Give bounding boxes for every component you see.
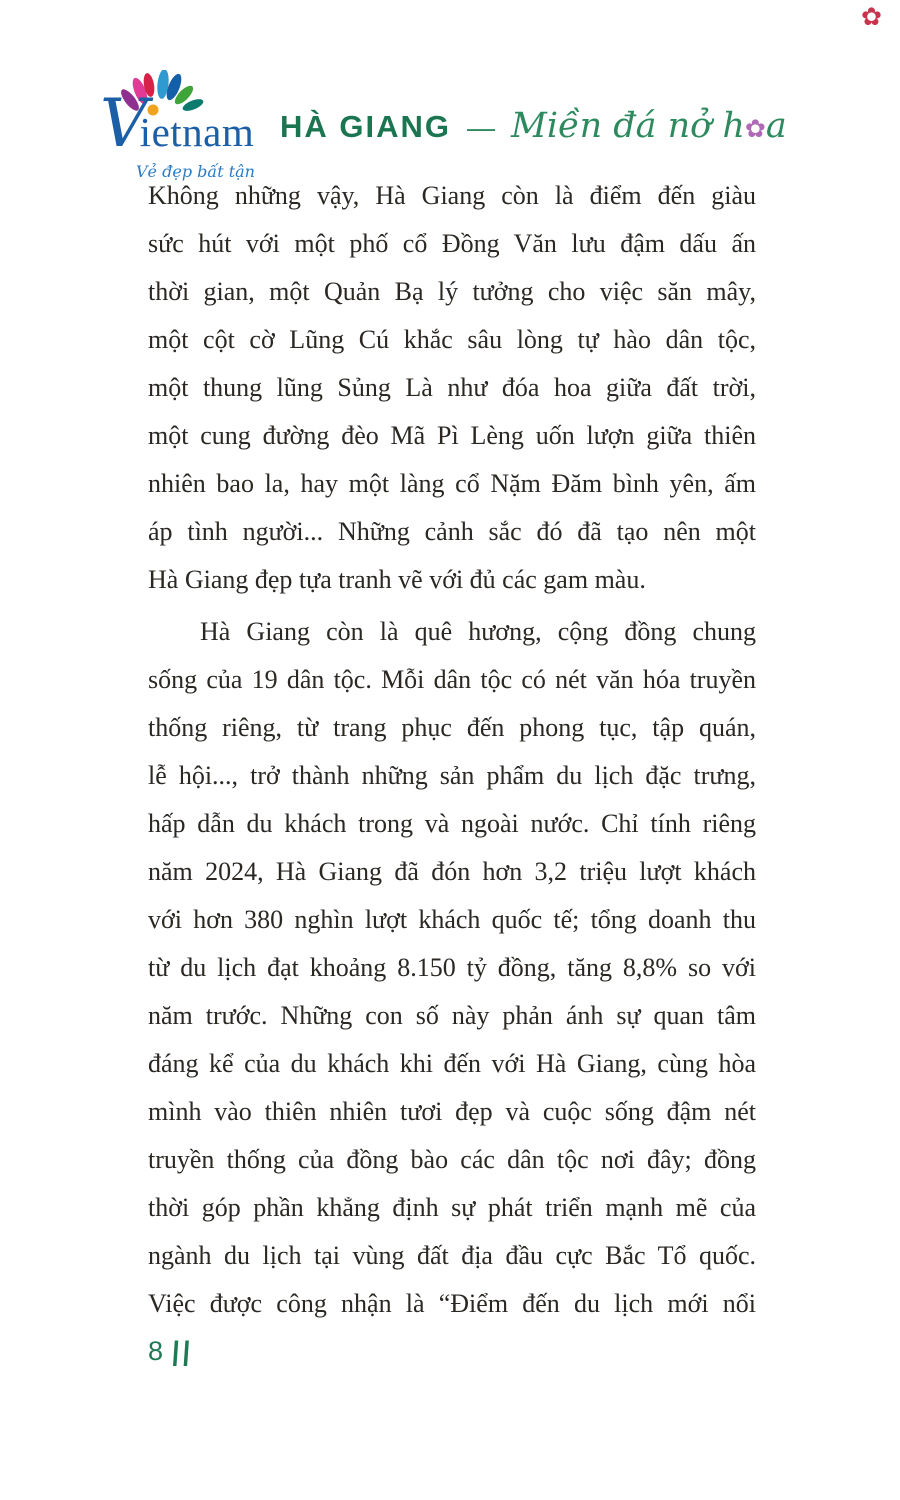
corner-flower-icon: ✿ xyxy=(861,2,882,31)
text-line: sống của 19 dân tộc. Mỗi dân tộc có nét văn hóa truyền xyxy=(148,665,756,694)
text-line: từ du lịch đạt khoảng 8.150 tỷ đồng, tăng 8,8% so với xyxy=(148,953,756,982)
text-line: Việc được công nhận là “Điểm đến du lịch mới nổi xyxy=(148,1289,756,1318)
subtitle-text: Miền đá nở h xyxy=(511,106,745,146)
chapter-title-row xyxy=(280,106,787,146)
subtitle-text-end: a xyxy=(765,106,787,146)
text-line: truyền thống của đồng bào các dân tộc nơi đây; đồng xyxy=(148,1145,756,1174)
text-line: năm trước. Những con số này phản ánh sự quan tâm xyxy=(148,1001,756,1030)
text-line: một thung lũng Sủng Là như đóa hoa giữa đất trời, xyxy=(148,373,756,402)
title-separator-dash: — xyxy=(467,112,495,143)
logo-tagline: Vẻ đẹp bất tận xyxy=(136,162,255,181)
text-line: với hơn 380 nghìn lượt khách quốc tế; tổng doanh thu xyxy=(148,905,756,934)
text-line: mình vào thiên nhiên tươi đẹp và cuộc sống đậm nét xyxy=(148,1097,756,1126)
subtitle-flower-icon: ✿ xyxy=(744,114,766,143)
chapter-title: HÀ GIANG xyxy=(280,109,451,144)
logo-wordmark-initial: V xyxy=(100,85,148,162)
text-line: áp tình người... Những cảnh sắc đó đã tạo nên một xyxy=(148,517,756,546)
text-line: thời góp phần khẳng định sự phát triển mạnh mẽ của xyxy=(148,1193,756,1222)
paragraph xyxy=(148,608,756,1328)
page-footer xyxy=(148,1336,193,1367)
text-line: thống riêng, từ trang phục đến phong tục, tập quán, xyxy=(148,713,756,742)
text-line: đáng kể của du khách khi đến với Hà Giang, cùng hòa xyxy=(148,1049,756,1078)
text-line: hấp dẫn du khách trong và ngoài nước. Chỉ tính riêng xyxy=(148,809,756,838)
text-line: thời gian, một Quản Bạ lý tưởng cho việc săn mây, xyxy=(148,277,756,306)
body-text xyxy=(148,172,756,1328)
logo-wordmark xyxy=(100,85,255,162)
text-line: ngành du lịch tại vùng đất địa đầu cực Bắc Tổ quốc. xyxy=(148,1241,756,1270)
vietnam-tourism-logo xyxy=(100,70,280,181)
paragraph xyxy=(148,172,756,604)
text-line: một cung đường đèo Mã Pì Lèng uốn lượn giữa thiên xyxy=(148,421,756,450)
text-line: một cột cờ Lũng Cú khắc sâu lòng tự hào dân tộc, xyxy=(148,325,756,354)
chapter-subtitle xyxy=(511,106,787,146)
text-line: Hà Giang đẹp tựa tranh vẽ với đủ các gam màu. xyxy=(148,565,646,594)
footer-mark: || xyxy=(171,1336,195,1366)
logo-wordmark-rest: ietnam xyxy=(139,109,255,155)
text-line: nhiên bao la, hay một làng cổ Nặm Đăm bình yên, ấm xyxy=(148,469,756,498)
text-line: Không những vậy, Hà Giang còn là điểm đến giàu xyxy=(148,181,756,210)
text-line: năm 2024, Hà Giang đã đón hơn 3,2 triệu lượt khách xyxy=(148,857,756,886)
page-number: 8 xyxy=(148,1336,164,1366)
text-line: lễ hội..., trở thành những sản phẩm du lịch đặc trưng, xyxy=(148,761,756,790)
text-line: Hà Giang còn là quê hương, cộng đồng chung xyxy=(200,617,756,646)
text-line: sức hút với một phố cổ Đồng Văn lưu đậm dấu ấn xyxy=(148,229,756,258)
